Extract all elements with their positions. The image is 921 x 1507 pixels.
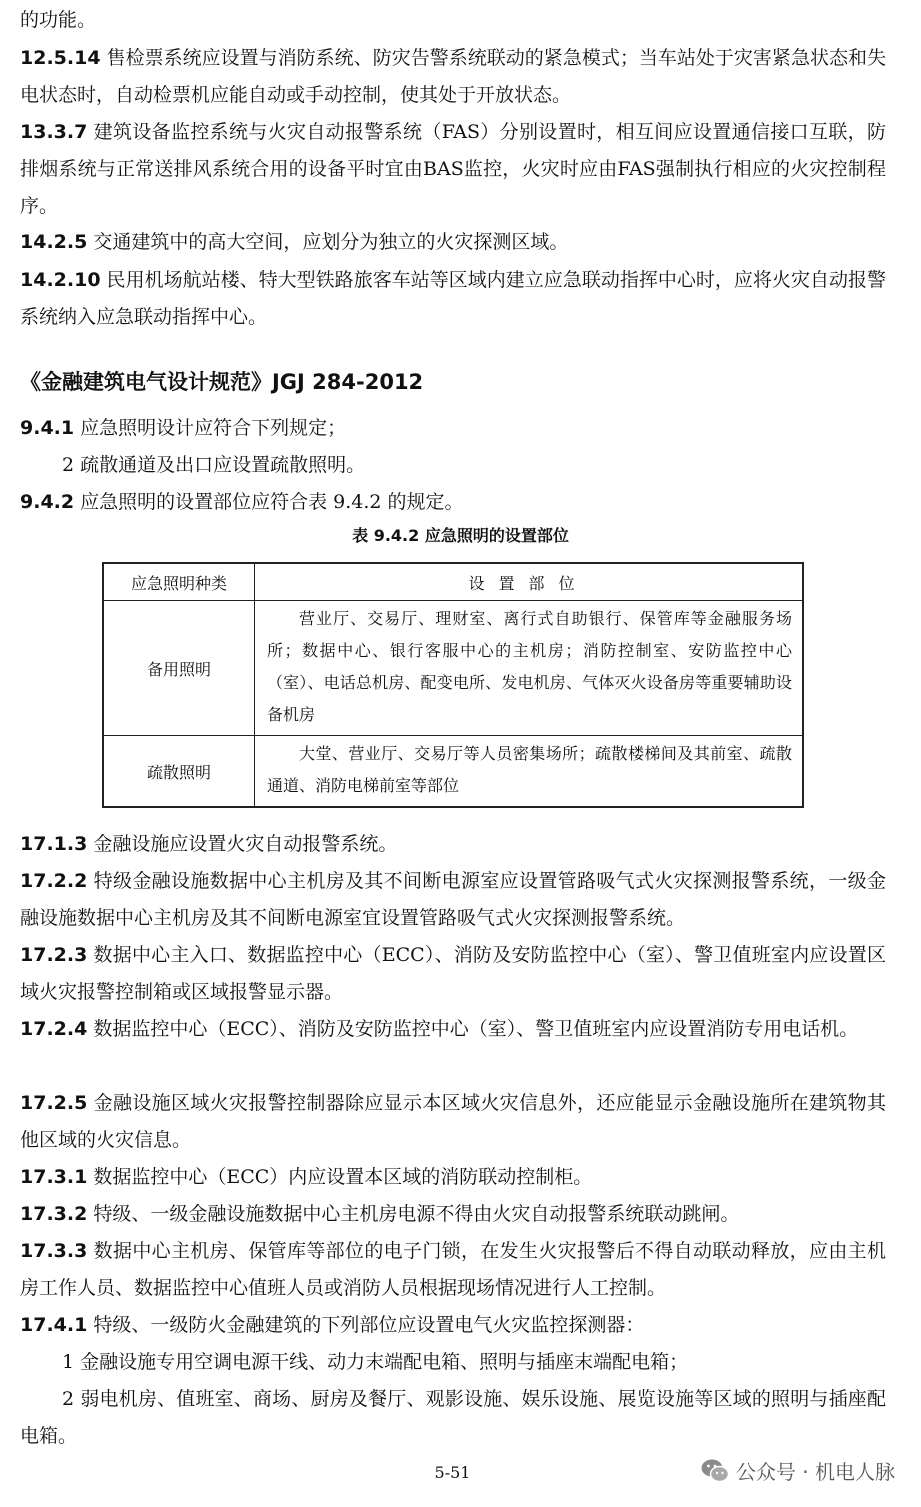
clause-17-2-2 bbox=[20, 863, 886, 937]
clause-17-4-1-item-1: 1 金融设施专用空调电源干线、动力末端配电箱、照明与插座末端配电箱； bbox=[62, 1351, 689, 1373]
clause-17-2-3 bbox=[20, 937, 886, 1011]
page-number: 5-51 bbox=[434, 1463, 471, 1482]
clause-text: 金融设施区域火灾报警控制器除应显示本区域火灾信息外，还应能显示金融设施所在建筑物其他区域的火灾信息。 bbox=[20, 1092, 886, 1151]
clause-text: 数据监控中心（ECC）内应设置本区域的消防联动控制柜。 bbox=[93, 1166, 593, 1188]
clause-14-2-10 bbox=[20, 262, 886, 336]
clause-number: 17.3.3 bbox=[20, 1240, 88, 1262]
clause-number: 13.3.7 bbox=[20, 121, 88, 143]
table-row bbox=[103, 736, 803, 808]
clause-17-2-4 bbox=[20, 1011, 886, 1048]
clause-number: 9.4.2 bbox=[20, 491, 75, 513]
clause-text: 民用机场航站楼、特大型铁路旅客车站等区域内建立应急联动指挥中心时，应将火灾自动报警系统纳入应急联动指挥中心。 bbox=[20, 269, 886, 328]
clause-text: 售检票系统应设置与消防系统、防灾告警系统联动的紧急模式；当车站处于灾害紧急状态和失电状态时，自动检票机应能自动或手动控制，使其处于开放状态。 bbox=[20, 47, 886, 106]
clause-17-3-2 bbox=[20, 1196, 886, 1233]
clause-number: 14.2.10 bbox=[20, 269, 101, 291]
clause-17-2-5 bbox=[20, 1085, 886, 1159]
clause-number: 9.4.1 bbox=[20, 417, 75, 439]
clause-text: 数据中心主入口、数据监控中心（ECC）、消防及安防监控中心（室）、警卫值班室内应设置区域火灾报警控制箱或区域报警显示器。 bbox=[20, 944, 886, 1003]
table-header-row bbox=[103, 563, 803, 601]
clause-number: 12.5.14 bbox=[20, 47, 101, 69]
lighting-kind: 疏散照明 bbox=[103, 736, 255, 808]
clause-text: 金融设施应设置火灾自动报警系统。 bbox=[93, 833, 398, 855]
lighting-location: 营业厅、交易厅、理财室、离行式自助银行、保管库等金融服务场所；数据中心、银行客服中心的主机房；消防控制室、安防监控中心（室）、电话总机房、配变电所、发电机房、气体灭火设备房等重要辅助设备机房 bbox=[255, 601, 804, 736]
clause-9-4-2 bbox=[20, 484, 886, 521]
watermark-text: 公众号 · 机电人脉 bbox=[735, 1460, 895, 1484]
clause-text: 交通建筑中的高大空间，应划分为独立的火灾探测区域。 bbox=[93, 231, 569, 253]
clause-17-4-1 bbox=[20, 1307, 886, 1344]
clause-text: 特级、一级防火金融建筑的下列部位应设置电气火灾监控探测器： bbox=[93, 1314, 645, 1336]
clause-17-1-3 bbox=[20, 826, 886, 863]
clause-number: 17.2.5 bbox=[20, 1092, 88, 1114]
clause-17-3-1 bbox=[20, 1159, 886, 1196]
lighting-location: 大堂、营业厅、交易厅等人员密集场所；疏散楼梯间及其前室、疏散通道、消防电梯前室等部位 bbox=[255, 736, 804, 808]
table-header-location: 设置部位 bbox=[255, 563, 804, 601]
watermark bbox=[700, 1456, 895, 1485]
table-caption: 表 9.4.2 应急照明的设置部位 bbox=[352, 526, 569, 545]
clause-number: 17.2.3 bbox=[20, 944, 88, 966]
clause-number: 17.4.1 bbox=[20, 1314, 88, 1336]
clause-14-2-5 bbox=[20, 224, 886, 261]
clause-number: 17.1.3 bbox=[20, 833, 88, 855]
clause-text: 建筑设备监控系统与火灾自动报警系统（FAS）分别设置时，相互间应设置通信接口互联，防排烟系统与正常送排风系统合用的设备平时宜由BAS监控，火灾时应由FAS强制执行相应的火灾控制程序。 bbox=[20, 121, 886, 217]
clause-number: 17.2.2 bbox=[20, 870, 88, 892]
top-fragment: 的功能。 bbox=[20, 9, 97, 31]
clause-number: 17.2.4 bbox=[20, 1018, 88, 1040]
clause-text: 数据中心主机房、保管库等部位的电子门锁，在发生火灾报警后不得自动联动释放，应由主机房工作人员、数据监控中心值班人员或消防人员根据现场情况进行人工控制。 bbox=[20, 1240, 886, 1299]
clause-text: 特级、一级金融设施数据中心主机房电源不得由火灾自动报警系统联动跳闸。 bbox=[93, 1203, 740, 1225]
clause-text: 数据监控中心（ECC）、消防及安防监控中心（室）、警卫值班室内应设置消防专用电话机。 bbox=[93, 1018, 859, 1040]
clause-12-5-14 bbox=[20, 40, 886, 114]
clause-text: 应急照明设计应符合下列规定； bbox=[80, 417, 347, 439]
clause-17-3-3 bbox=[20, 1233, 886, 1307]
table-row bbox=[103, 601, 803, 736]
clause-number: 14.2.5 bbox=[20, 231, 88, 253]
wechat-icon bbox=[700, 1458, 730, 1484]
clause-17-4-1-item-2: 2 弱电机房、值班室、商场、厨房及餐厅、观影设施、娱乐设施、展览设施等区域的照明与插座配电箱。 bbox=[20, 1388, 886, 1447]
standard-title: 《金融建筑电气设计规范》JGJ 284-2012 bbox=[20, 370, 424, 394]
clause-text: 应急照明的设置部位应符合表 9.4.2 的规定。 bbox=[80, 491, 464, 513]
clause-number: 17.3.2 bbox=[20, 1203, 88, 1225]
lighting-kind: 备用照明 bbox=[103, 601, 255, 736]
table-header-kind: 应急照明种类 bbox=[103, 563, 255, 601]
clause-number: 17.3.1 bbox=[20, 1166, 88, 1188]
clause-9-4-1-item-2: 2 疏散通道及出口应设置疏散照明。 bbox=[62, 454, 366, 476]
clause-9-4-1 bbox=[20, 410, 886, 447]
emergency-lighting-table bbox=[102, 562, 804, 808]
clause-text: 特级金融设施数据中心主机房及其不间断电源室应设置管路吸气式火灾探测报警系统，一级金融设施数据中心主机房及其不间断电源室宜设置管路吸气式火灾探测报警系统。 bbox=[20, 870, 886, 929]
clause-13-3-7 bbox=[20, 114, 886, 225]
